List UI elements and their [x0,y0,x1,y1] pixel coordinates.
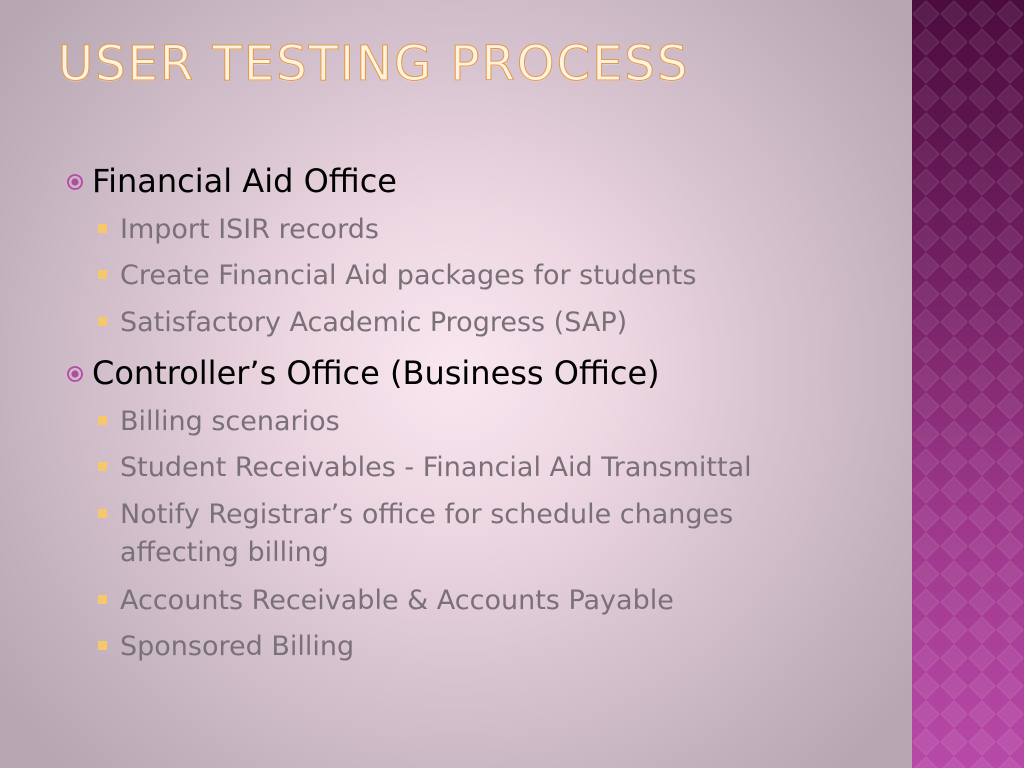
square-bullet-icon [98,270,107,279]
section-heading: Controller’s Office (Business Office) [92,354,660,392]
list-item-text: Student Receivables - Financial Aid Transmittal [120,452,752,483]
decorative-side-strip [912,0,1024,768]
square-bullet-icon [98,416,107,425]
square-bullet-icon [98,317,107,326]
square-bullet-icon [98,462,107,471]
section-heading: Financial Aid Office [92,162,397,200]
diamond-pattern-icon [912,0,1024,768]
circled-dot-icon [66,365,84,383]
list-item-text: Notify Registrar’s office for schedule changes affecting billing [120,499,734,568]
list-item-text: Accounts Receivable & Accounts Payable [120,585,674,616]
list-item-text: Create Financial Aid packages for students [120,260,697,291]
circled-dot-icon [66,173,84,191]
list-item-text: Satisfactory Academic Progress (SAP) [120,307,628,338]
list-item-text: Billing scenarios [120,406,340,437]
square-bullet-icon [98,595,107,604]
list-item-text: Sponsored Billing [120,631,355,662]
square-bullet-icon [98,509,107,518]
square-bullet-icon [98,224,107,233]
slide-title: USER TESTING PROCESS [58,36,690,92]
square-bullet-icon [98,641,107,650]
list-item-text: Import ISIR records [120,214,379,245]
